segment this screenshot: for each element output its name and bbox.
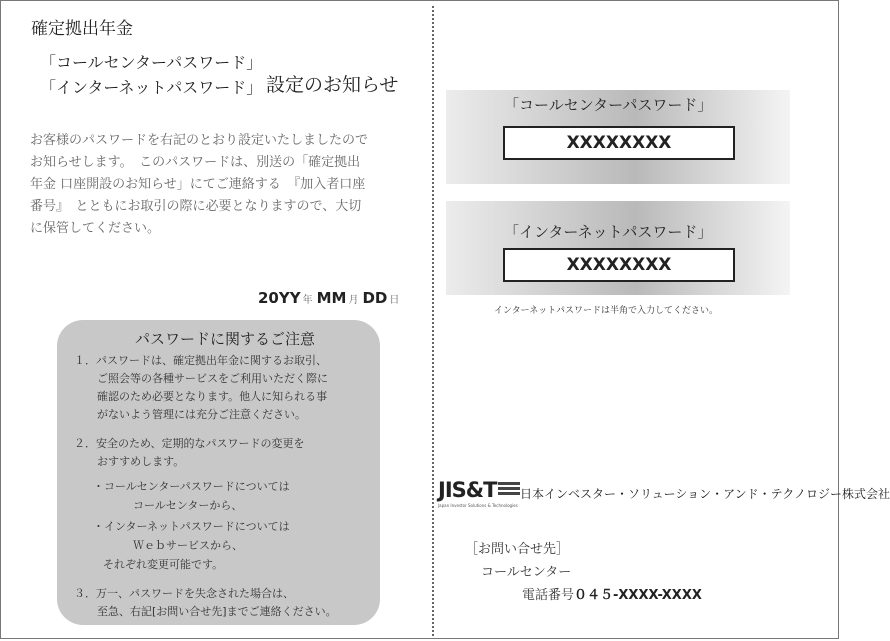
logo-tagline: Japan Investor Solutions & Technologies — [438, 503, 518, 508]
company-logo — [438, 478, 518, 508]
callcenter-password-panel — [446, 90, 790, 184]
intro-line: 番号』 とともにお取引の際に必要となりますので、大切 — [30, 199, 362, 214]
caution-item-1-line: がないよう管理には充分ご注意ください。 — [97, 408, 306, 421]
intro-paragraph — [30, 130, 430, 240]
callcenter-password-heading: 「コールセンターパスワード」 — [40, 53, 263, 72]
caution-title: パスワードに関するご注意 — [135, 330, 316, 348]
fold-divider — [432, 6, 434, 636]
company-name: 日本インベスター・ソリューション・アンド・テクノロジー株式会社 — [520, 487, 890, 501]
intro-line: お客様のパスワードを右記のとおり設定いたしましたので — [30, 133, 369, 148]
caution-item-3-line: 至急、右記[お問い合せ先]までご連絡ください。 — [97, 605, 337, 618]
date-year-unit: 年 — [302, 295, 313, 306]
date-month-unit: 月 — [348, 295, 359, 306]
password-caution-box — [57, 320, 380, 625]
callcenter-password-label: 「コールセンターパスワード」 — [504, 96, 713, 114]
issue-date — [258, 289, 403, 307]
contact-phone — [522, 584, 702, 603]
notice-heading: 設定のお知らせ — [266, 74, 399, 96]
internet-password-label: 「インターネットパスワード」 — [504, 223, 713, 241]
document-title: 確定拠出年金 — [31, 19, 133, 39]
caution-item-2-line: おすすめします。 — [97, 455, 185, 468]
contact-heading: ［お問い合せ先］ — [465, 542, 570, 557]
caution-item-1-line: 確認のため必要となります。他人に知られる事 — [97, 390, 328, 403]
internet-password-value: XXXXXXXX — [503, 248, 735, 282]
phone-number: ０４５-XXXX-XXXX — [574, 588, 702, 603]
phone-label: 電話番号 — [522, 588, 575, 603]
caution-item-2-line: ・インターネットパスワードについては — [93, 520, 290, 533]
date-month: MM — [316, 289, 347, 307]
internet-password-heading: 「インターネットパスワード」 — [40, 78, 263, 97]
contact-name: コールセンター — [481, 565, 572, 580]
intro-line: お知らせします。 このパスワードは、別送の「確定拠出 — [30, 155, 361, 170]
caution-item-3-line: ３．万一、パスワードを失念された場合は、 — [74, 587, 294, 600]
date-year: 20YY — [258, 289, 301, 307]
caution-item-2-line: コールセンターから、 — [133, 499, 243, 512]
date-day: DD — [362, 289, 388, 307]
caution-item-2-line: Ｗｅｂサービスから、 — [133, 539, 243, 552]
intro-line: に保管してください。 — [30, 221, 161, 236]
logo-lines-icon — [498, 482, 520, 500]
internet-password-note: インターネットパスワードは半角で入力してください。 — [494, 306, 719, 316]
caution-item-2-line: ２．安全のため、定期的なパスワードの変更を — [74, 437, 305, 450]
caution-item-1-line: ご照会等の各種サービスをご利用いただく際に — [97, 372, 328, 385]
callcenter-password-value: XXXXXXXX — [503, 126, 735, 160]
intro-line: 年金 口座開設のお知らせ」にてご連絡する 『加入者口座 — [30, 177, 366, 192]
caution-item-2-line: それぞれ変更可能です。 — [103, 558, 224, 571]
caution-item-2-line: ・コールセンターパスワードについては — [93, 480, 290, 493]
caution-item-1-line: １．パスワードは、確定拠出年金に関するお取引、 — [74, 354, 327, 367]
date-day-unit: 日 — [389, 295, 400, 306]
internet-password-panel — [446, 201, 790, 295]
logo-mark: JIS&T — [438, 478, 497, 502]
